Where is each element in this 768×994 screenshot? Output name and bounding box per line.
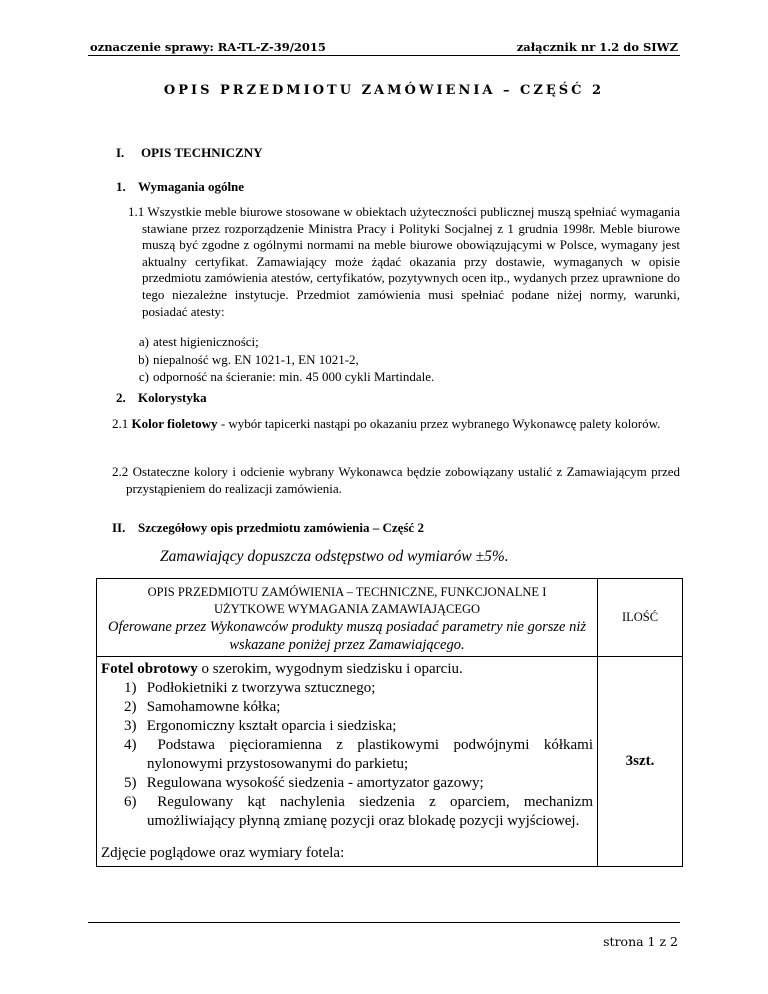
item-name: Fotel obrotowy	[101, 661, 198, 677]
feature-text: Samohamowne kółka;	[146, 699, 281, 715]
item-summary: o szerokim, wygodnym siedzisku i oparciu.	[197, 661, 463, 677]
list-item	[128, 333, 680, 351]
subsection-1-number: 1.	[116, 179, 126, 194]
feature-text: Regulowany kąt nachylenia siedzenia z oparciem, mechanizm umożliwiający płynną zmianę pozycji oraz blokadę pozycji wyjściowej.	[147, 794, 593, 829]
feature-text: Podstawa pięcioramienna z plastikowymi podwójnymi kółkami nylonowymi przystosowanymi do parkietu;	[147, 737, 593, 772]
feature-item	[101, 679, 593, 698]
feature-number: 5)	[124, 775, 137, 791]
table-row	[97, 657, 683, 867]
quantity-value: 3szt.	[598, 657, 683, 867]
section-1-number: I.	[116, 145, 125, 160]
feature-text: Ergonomiczny kształt oparcia i siedziska;	[146, 718, 397, 734]
item-description-cell	[97, 657, 598, 867]
paragraph-1-1	[128, 204, 680, 320]
list-item	[128, 351, 680, 369]
description-header	[97, 579, 598, 657]
header-note: Oferowane przez Wykonawców produkty muszą posiadać parametry nie gorsze niż wskazane poniżej przez Zamawiającego.	[107, 619, 587, 653]
feature-number: 2)	[124, 699, 137, 715]
feature-item	[101, 793, 593, 831]
list-marker: a)	[138, 334, 149, 349]
dimension-tolerance: Zamawiający dopuszcza odstępstwo od wymiarów ±5%.	[160, 548, 509, 565]
photo-caption: Zdjęcie poglądowe oraz wymiary fotela:	[101, 845, 345, 861]
list-item	[128, 368, 680, 386]
feature-item	[101, 717, 593, 736]
quantity-header: ILOŚĆ	[598, 579, 683, 657]
subsection-2-heading: Kolorystyka	[138, 390, 207, 405]
list-text: odporność na ścieranie: min. 45 000 cykli Martindale.	[153, 369, 435, 384]
paragraph-2-2	[112, 464, 680, 497]
section-2-heading: Szczegółowy opis przedmiotu zamówienia – Część 2	[138, 520, 424, 535]
feature-item	[101, 736, 593, 774]
list-text: atest higieniczności;	[153, 334, 259, 349]
header-line-1: OPIS PRZEDMIOTU ZAMÓWIENIA – TECHNICZNE, FUNKCJONALNE I	[147, 585, 547, 599]
paragraph-1-1-text: 1.1 Wszystkie meble biurowe stosowane w obiektach użyteczności publicznej muszą spełniać wymagania stawiane przez rozporządzenie Ministra Pracy i Polityki Socjalnej z 1 grudnia 1998r. Meble biurowe muszą być zgodne z ogólnymi normami na meble biurowe obowiązującymi w Polsce, wymagany jest aktualny certyfikat. Zamawiający może żądać okazania przy dostawie, wymaganych w opisie przedmiotu zamówienia atestów, certyfikatów, pozytywnych ocen itp., wydanych przez uprawnione do tego niezależne instytucje. Przedmiot zamówienia musi spełniać podane niżej normy, warunki, posiadać atesty:	[128, 204, 680, 319]
feature-item	[101, 698, 593, 717]
color-violet-label: Kolor fioletowy	[131, 416, 218, 431]
paragraph-2-1	[112, 416, 680, 433]
list-marker: b)	[138, 351, 149, 367]
list-marker: c)	[138, 369, 149, 384]
document-title: OPIS PRZEDMIOTU ZAMÓWIENIA – CZĘŚĆ 2	[163, 83, 605, 98]
section-2-number: II.	[112, 520, 126, 535]
feature-number: 1)	[124, 680, 137, 696]
paragraph-2-2-text: 2.2 Ostateczne kolory i odcienie wybrany Wykonawca będzie zobowiązany ustalić z Zamawiającym przed przystąpieniem do realizacji zamówienia.	[112, 464, 680, 496]
feature-text: Regulowana wysokość siedzenia - amortyzator gazowy;	[146, 775, 484, 791]
subsection-2-number: 2.	[116, 390, 126, 405]
feature-number: 6)	[124, 794, 137, 810]
paragraph-2-1-text: - wybór tapicerki nastąpi po okazaniu przez wybranego Wykonawcę palety kolorów.	[217, 416, 661, 431]
feature-item	[101, 774, 593, 793]
feature-list	[101, 679, 593, 831]
specification-table	[96, 578, 683, 867]
requirements-list	[128, 333, 680, 386]
paragraph-2-1-number: 2.1	[112, 416, 129, 431]
page-number: strona 1 z 2	[603, 934, 678, 949]
feature-text: Podłokietniki z tworzywa sztucznego;	[146, 680, 376, 696]
footer-divider	[88, 922, 680, 923]
table-header-row	[97, 579, 683, 657]
attachment-label: załącznik nr 1.2 do SIWZ	[516, 40, 678, 54]
list-text: niepalność wg. EN 1021-1, EN 1021-2,	[153, 351, 359, 367]
item-title	[101, 660, 593, 679]
header-divider	[88, 55, 680, 56]
feature-number: 3)	[124, 718, 137, 734]
feature-number: 4)	[124, 737, 137, 753]
header-line-2: UŻYTKOWE WYMAGANIA ZAMAWIAJĄCEGO	[213, 602, 481, 616]
case-reference: oznaczenie sprawy: RA-TL-Z-39/2015	[90, 40, 326, 54]
section-1-heading: OPIS TECHNICZNY	[141, 145, 263, 160]
subsection-1-heading: Wymagania ogólne	[138, 179, 245, 194]
